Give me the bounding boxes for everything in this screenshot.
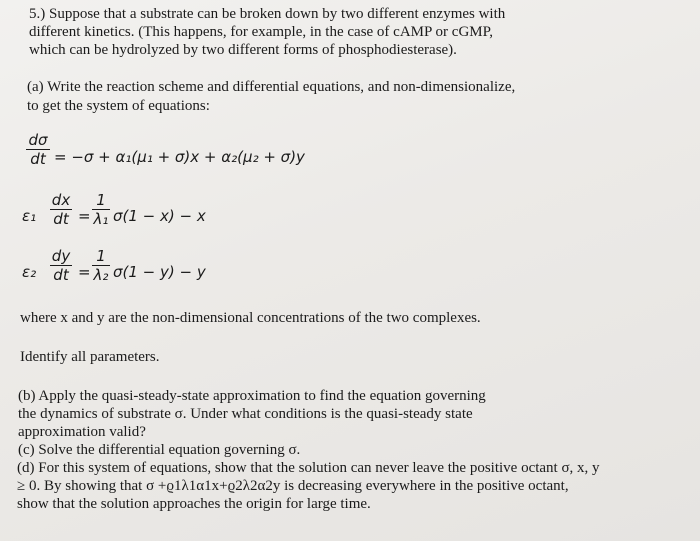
intro-line-3: which can be hydrolyzed by two different forms of phosphodiesterase). [29,42,457,58]
eq3-lhs-den: dt [53,266,69,284]
where-line: where x and y are the non-dimensional concentrations of the two complexes. [20,310,481,326]
eq3-lhs-num: dy [51,247,71,265]
part-b-line-2: the dynamics of substrate σ. Under what conditions is the quasi-steady state [18,406,473,422]
eq3-coef-fraction [92,248,110,283]
part-c-line: (c) Solve the differential equation governing σ. [18,442,301,458]
eq2-lhs-fraction [50,192,72,227]
intro-line-2: different kinetics. (This happens, for example, in the case of cAMP or cGMP, [29,24,494,40]
eq3-coef-den: λ₂ [93,266,109,284]
eq3-equals: = [78,263,91,281]
eq2-epsilon: ε₁ [22,207,37,225]
eq3-epsilon: ε₂ [22,263,37,281]
eq2-rhs: σ(1 − x) − x [113,207,206,225]
part-a-line-2: to get the system of equations: [27,98,210,114]
part-a-line-1: (a) Write the reaction scheme and differential equations, and non-dimensionalize, [27,79,516,95]
part-d-line-2: ≥ 0. By showing that σ +ϱ1λ1α1x+ϱ2λ2α2y is decreasing everywhere in the positive octant, [17,478,569,494]
eq2-lhs-num: dx [51,191,71,209]
eq1-lhs-fraction [26,132,50,167]
eq2-equals: = [78,207,91,225]
eq3-rhs: σ(1 − y) − y [113,263,206,281]
eq1-lhs-num: dσ [28,131,48,149]
part-d-line-1: (d) For this system of equations, show that the solution can never leave the positive octant σ, x, y [17,460,600,476]
eq2-coef-den: λ₁ [93,210,109,228]
intro-line-1: 5.) Suppose that a substrate can be broken down by two different enzymes with [29,6,506,22]
eq3-coef-num: 1 [96,247,106,265]
eq3-lhs-fraction [50,248,72,283]
eq2-lhs-den: dt [53,210,69,228]
identify-line: Identify all parameters. [20,349,160,365]
eq2-coef-fraction [92,192,110,227]
eq2-coef-num: 1 [96,191,106,209]
eq1-rhs: = −σ + α₁(μ₁ + σ)x + α₂(μ₂ + σ)y [54,148,305,166]
part-d-line-3: show that the solution approaches the origin for large time. [17,496,371,512]
part-b-line-3: approximation valid? [18,424,146,440]
part-b-line-1: (b) Apply the quasi-steady-state approximation to find the equation governing [18,388,486,404]
eq1-lhs-den: dt [30,150,46,168]
